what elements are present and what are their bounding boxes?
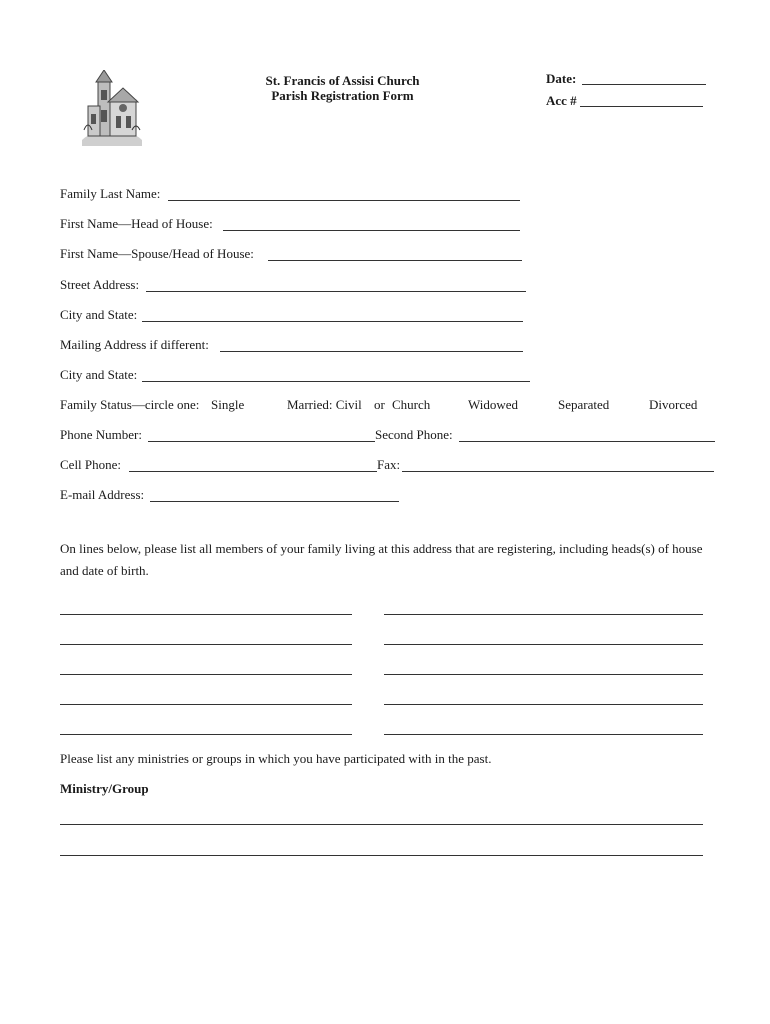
city-state-2-label: City and State: — [60, 367, 138, 382]
city-state-label: City and State: — [60, 307, 138, 322]
member-line-left[interactable] — [60, 734, 352, 735]
fax-field[interactable] — [402, 471, 714, 472]
mailing-address-field[interactable] — [220, 351, 523, 352]
members-instructions: On lines below, please list all members of your family living at this address that are registering, including heads(s) of house and date of birth. — [60, 541, 703, 578]
member-line-right[interactable] — [384, 674, 703, 675]
date-field[interactable] — [582, 84, 706, 85]
head-first-name-field[interactable] — [223, 230, 520, 231]
status-option-widowed[interactable]: Widowed — [468, 397, 519, 412]
email-label: E-mail Address: — [60, 487, 145, 502]
status-option-single[interactable]: Single — [211, 397, 245, 412]
head-first-name-label: First Name—Head of House: — [60, 216, 213, 231]
member-line-right[interactable] — [384, 644, 703, 645]
member-line-left[interactable] — [60, 614, 352, 615]
date-label: Date: — [546, 71, 577, 86]
church-illustration — [80, 70, 144, 146]
ministry-group-heading: Ministry/Group — [60, 781, 149, 796]
member-line-left[interactable] — [60, 674, 352, 675]
status-option-church[interactable]: Church — [392, 397, 431, 412]
city-state-2-field[interactable] — [142, 381, 530, 382]
spouse-first-name-label: First Name—Spouse/Head of House: — [60, 246, 254, 261]
status-option-married-civil[interactable]: Married: Civil — [287, 397, 362, 412]
status-option-separated[interactable]: Separated — [558, 397, 610, 412]
phone-number-field[interactable] — [148, 441, 375, 442]
member-line-left[interactable] — [60, 644, 352, 645]
member-line-right[interactable] — [384, 704, 703, 705]
city-state-field[interactable] — [142, 321, 523, 322]
street-address-label: Street Address: — [60, 277, 140, 292]
second-phone-field[interactable] — [459, 441, 715, 442]
member-line-left[interactable] — [60, 704, 352, 705]
church-name: St. Francis of Assisi Church — [265, 73, 420, 88]
ministries-instructions: Please list any ministries or groups in which you have participated with in the past. — [60, 751, 492, 766]
status-or-text: or — [374, 397, 385, 412]
status-option-divorced[interactable]: Divorced — [649, 397, 698, 412]
fax-label: Fax: — [377, 457, 401, 472]
cell-phone-label: Cell Phone: — [60, 457, 122, 472]
email-field[interactable] — [150, 501, 399, 502]
member-line-right[interactable] — [384, 614, 703, 615]
form-title: Parish Registration Form — [271, 88, 414, 103]
account-field[interactable] — [580, 106, 703, 107]
family-last-name-label: Family Last Name: — [60, 186, 161, 201]
ministry-line[interactable] — [60, 824, 703, 825]
second-phone-label: Second Phone: — [375, 427, 453, 442]
ministry-line[interactable] — [60, 855, 703, 856]
spouse-first-name-field[interactable] — [268, 260, 522, 261]
family-last-name-field[interactable] — [168, 200, 520, 201]
member-line-right[interactable] — [384, 734, 703, 735]
cell-phone-field[interactable] — [129, 471, 377, 472]
family-status-label: Family Status—circle one: — [60, 397, 200, 412]
phone-number-label: Phone Number: — [60, 427, 142, 442]
street-address-field[interactable] — [146, 291, 526, 292]
mailing-address-label: Mailing Address if different: — [60, 337, 209, 352]
account-label: Acc # — [546, 93, 577, 108]
